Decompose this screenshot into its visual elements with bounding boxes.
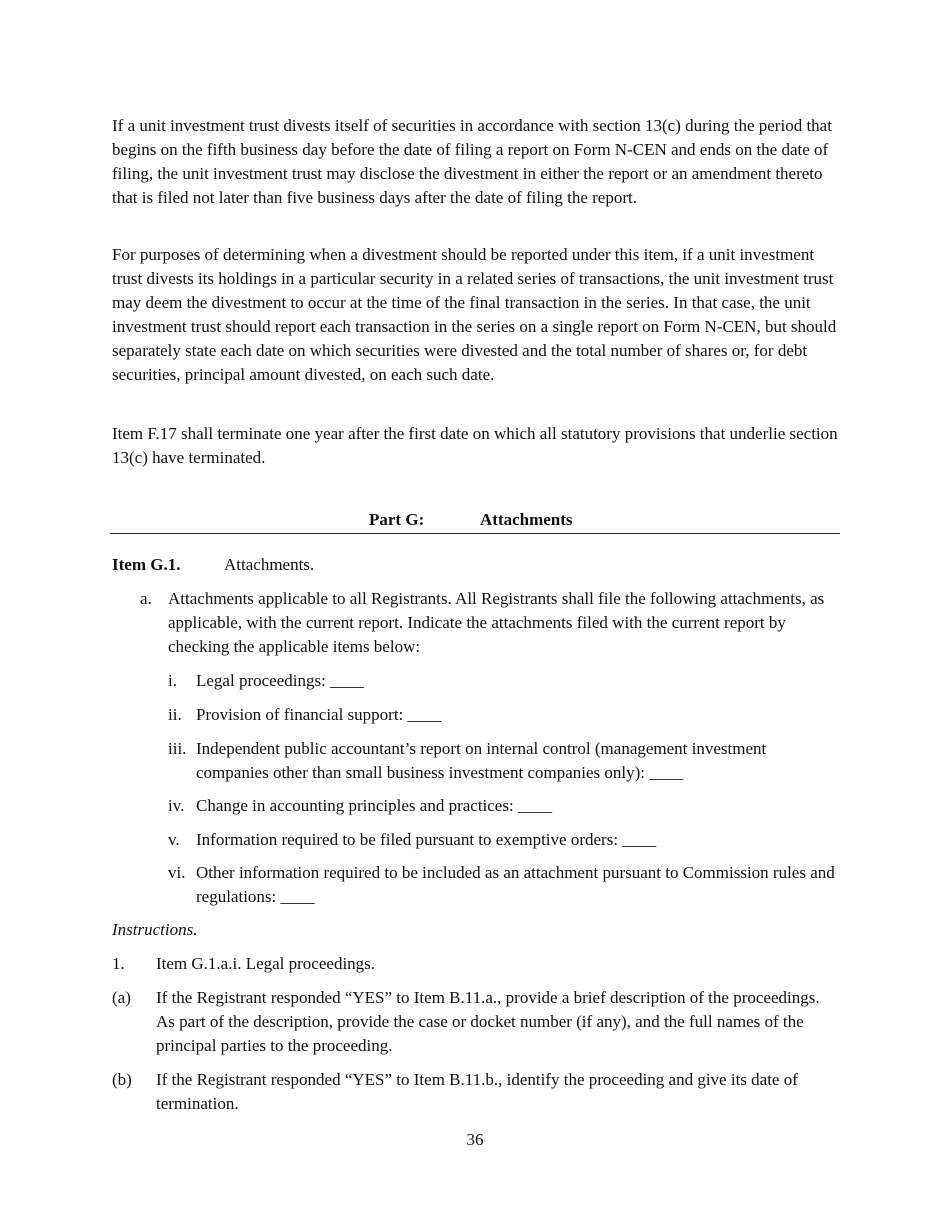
instruction-marker: (a) xyxy=(112,988,131,1007)
subitem-text: Information required to be filed pursuant to exemptive orders: ____ xyxy=(196,830,657,849)
subitem-text: Other information required to be included as an attachment pursuant to Commission rules and regulations: ____ xyxy=(196,863,835,906)
item-a-text: Attachments applicable to all Registrants. All Registrants shall file the following attachments, as applicable, with the current report. Indicate the attachments filed with the current report by checking the applicable items below: xyxy=(168,589,825,656)
part-title: Attachments xyxy=(480,510,573,529)
instruction-text: If the Registrant responded “YES” to Item B.11.a., provide a brief description of the proceedings. As part of the description, provide the case or docket number (if any), and the full names of the principal parties to the proceeding. xyxy=(156,988,820,1055)
instruction-text: If the Registrant responded “YES” to Item B.11.b., identify the proceeding and give its date of termination. xyxy=(156,1070,798,1113)
subitem-marker: iv. xyxy=(168,796,185,815)
subitem-text: Provision of financial support: ____ xyxy=(196,705,442,724)
subitem-marker: ii. xyxy=(168,705,182,724)
part-g-heading xyxy=(110,508,840,534)
subitem-marker: i. xyxy=(168,671,177,690)
subitem-marker: vi. xyxy=(168,863,186,882)
instruction-text: Item G.1.a.i. Legal proceedings. xyxy=(156,954,376,973)
instructions-label: Instructions. xyxy=(112,920,198,939)
item-number: Item G.1. xyxy=(112,555,181,574)
subitem-text: Legal proceedings: ____ xyxy=(196,671,365,690)
subitem-marker: v. xyxy=(168,830,180,849)
page-number: 36 xyxy=(466,1130,484,1149)
subitem-marker: iii. xyxy=(168,739,187,758)
paragraph-divestment-series: For purposes of determining when a divestment should be reported under this item, if a unit investment trust divests its holdings in a particular security in a related series of transactions, the unit investment trust may deem the divestment to occur at the time of the final transaction in the series. In that case, the unit investment trust should report each transaction in the series on a single report on Form N-CEN, but should separately state each date on which securities were divested and the total number of shares or, for debt securities, principal amount divested, on each such date. xyxy=(112,245,837,384)
subitem-text: Independent public accountant’s report on internal control (management investment companies other than small business investment companies only): ____ xyxy=(196,739,767,782)
instruction-marker: (b) xyxy=(112,1070,132,1089)
item-g1-heading xyxy=(112,553,314,577)
item-title: Attachments. xyxy=(224,555,315,574)
paragraph-item-f17-termination: Item F.17 shall terminate one year after the first date on which all statutory provisions that underlie section 13(c) have terminated. xyxy=(112,424,838,467)
item-a-marker: a. xyxy=(140,589,152,608)
part-label: Part G: xyxy=(369,510,425,529)
instruction-marker: 1. xyxy=(112,954,125,973)
subitem-text: Change in accounting principles and practices: ____ xyxy=(196,796,552,815)
paragraph-divestment-timing: If a unit investment trust divests itself of securities in accordance with section 13(c) during the period that begins on the fifth business day before the date of filing a report on Form N-CEN and ends on the date of filing, the unit investment trust may disclose the divestment in either the report or an amendment thereto that is filed not later than five business days after the date of filing the report. xyxy=(112,116,832,207)
